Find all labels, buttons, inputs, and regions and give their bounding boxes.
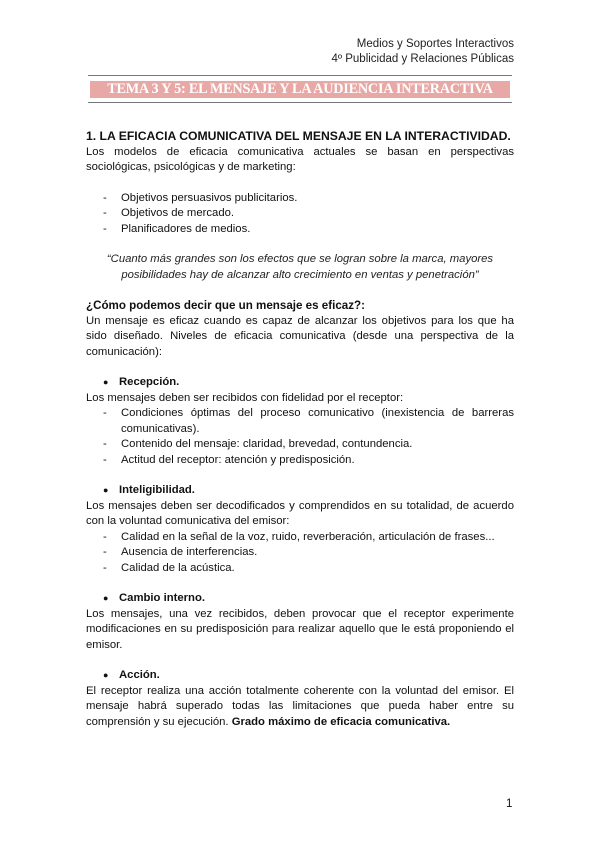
list-item: - Calidad en la señal de la voz, ruido, reverberación, articulación de frases... — [103, 530, 495, 543]
section2-heading: ¿Cómo podemos decir que un mensaje es eficaz?: — [86, 299, 365, 312]
list-item: - Planificadores de medios. — [103, 222, 251, 235]
title-rule-bottom — [88, 102, 512, 103]
level-cambio-title: ● Cambio interno. — [86, 591, 514, 607]
page-number: 1 — [506, 798, 513, 810]
bullet-icon: ● — [103, 485, 109, 495]
bullet-icon: ● — [103, 593, 109, 603]
header-degree: 4º Publicidad y Relaciones Públicas — [331, 53, 514, 65]
section1-intro: Los modelos de eficacia comunicativa actuales se basan en perspectivas sociológicas, psicológicas y de marketing: — [86, 145, 514, 173]
level-accion-text: El receptor realiza una acción totalmente coherente con la voluntad del emisor. El mensaje habrá superado todas las limitaciones que pueda haber entre su comprensión y su ejecución. Grado máximo de eficacia comunicativa. — [86, 684, 514, 728]
level-accion-title: ● Acción. — [86, 668, 514, 684]
list-item: - Contenido del mensaje: claridad, brevedad, contundencia. — [103, 438, 413, 450]
level-inteligibilidad-text: Los mensajes deben ser decodificados y comprendidos en su totalidad, de acuerdo con la voluntad comunicativa del emisor: — [86, 499, 514, 527]
document-title: TEMA 3 Y 5: EL MENSAJE Y LA AUDIENCIA INTERACTIVA — [107, 81, 493, 97]
section1-heading: 1. LA EFICACIA COMUNICATIVA DEL MENSAJE EN LA INTERACTIVIDAD. — [86, 129, 511, 143]
level-recepcion-title: ● Recepción. — [86, 375, 514, 391]
section2-intro: Un mensaje es eficaz cuando es capaz de alcanzar los objetivos para los que ha sido diseñado. Niveles de eficacia comunicativa (desde una perspectiva de la comunicación): — [86, 314, 514, 358]
title-banner — [90, 81, 510, 98]
list-item: - Condiciones óptimas del proceso comunicativo (inexistencia de barreras comunicativas). — [103, 407, 514, 435]
list-item: - Actitud del receptor: atención y predisposición. — [103, 453, 355, 466]
objectives-list — [86, 191, 514, 238]
recepcion-list — [86, 406, 514, 468]
inteligibilidad-list — [86, 530, 514, 577]
bullet-icon: ● — [103, 670, 109, 680]
bullet-icon: ● — [103, 377, 109, 387]
list-item: - Calidad de la acústica. — [103, 561, 235, 574]
header-course: Medios y Soportes Interactivos — [356, 38, 514, 50]
quote: “Cuanto más grandes son los efectos que se logran sobre la marca, mayores posibilidades hay de alcanzar alto crecimiento en ventas y penetración” — [106, 253, 494, 281]
level-recepcion-text: Los mensajes deben ser recibidos con fidelidad por el receptor: — [86, 391, 404, 404]
title-rule-top — [88, 75, 512, 76]
list-item: - Objetivos persuasivos publicitarios. — [103, 191, 298, 204]
max-efficacy-emphasis: Grado máximo de eficacia comunicativa. — [231, 715, 451, 728]
level-inteligibilidad-title: ● Inteligibilidad. — [86, 483, 514, 499]
list-item: - Ausencia de interferencias. — [103, 546, 258, 558]
list-item: - Objetivos de mercado. — [103, 207, 235, 219]
document-body — [86, 129, 514, 730]
level-cambio-text: Los mensajes, una vez recibidos, deben provocar que el receptor experimente modificaciones en su predisposición para realizar aquello que le está proponiendo el emisor. — [86, 607, 514, 651]
